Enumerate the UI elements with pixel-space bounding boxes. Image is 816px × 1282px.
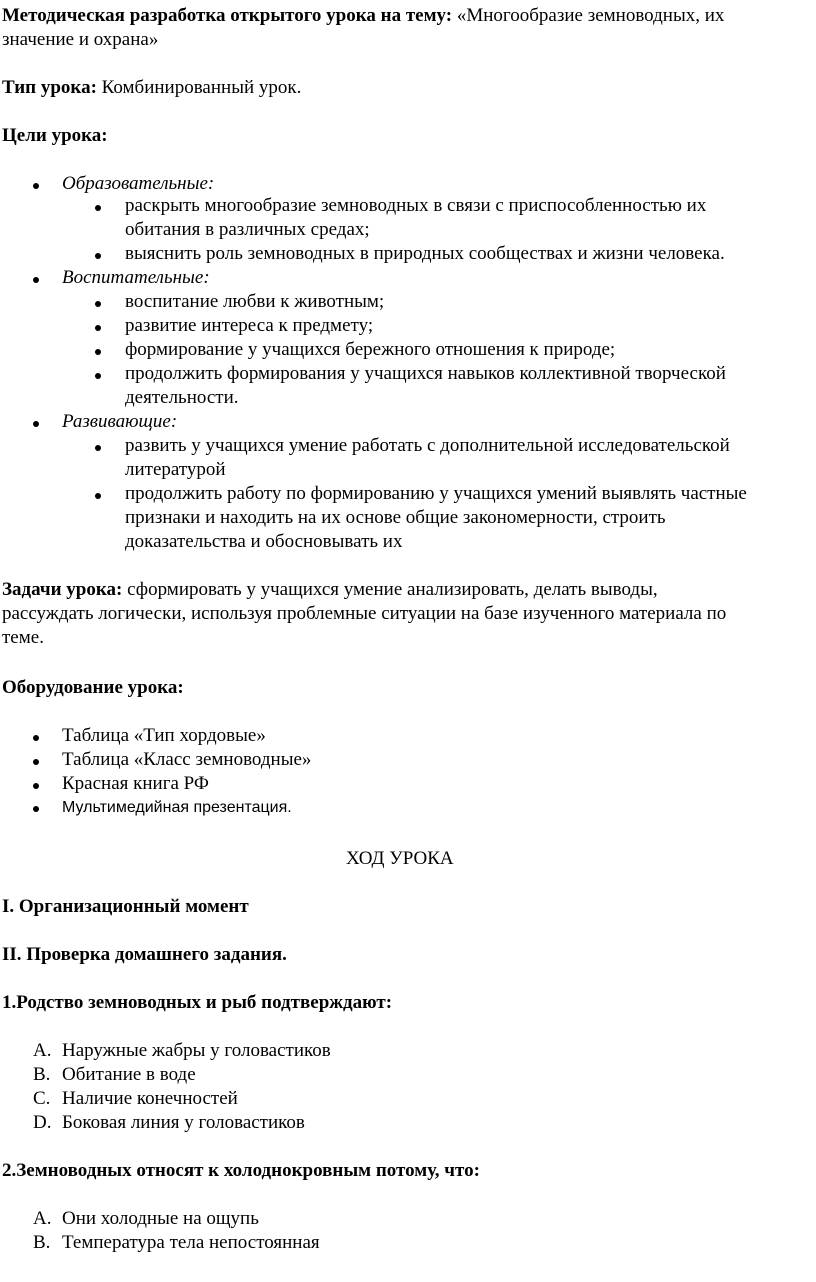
goal-item: признаки и находить на их основе общие закономерности, строить bbox=[125, 507, 666, 528]
bullet-icon bbox=[95, 493, 101, 499]
goal-item: развитие интереса к предмету; bbox=[125, 315, 374, 336]
tasks-label: Задачи урока: bbox=[2, 579, 123, 600]
title-text-line2: значение и охрана» bbox=[2, 29, 159, 50]
tasks-text-line3: теме. bbox=[2, 627, 44, 648]
answer-option-text: Обитание в воде bbox=[62, 1064, 196, 1085]
question-text: 1.Родство земноводных и рыб подтверждают: bbox=[2, 992, 393, 1013]
equipment-item: Таблица «Тип хордовые» bbox=[62, 725, 266, 746]
bullet-icon bbox=[95, 253, 101, 259]
bullet-icon bbox=[95, 445, 101, 451]
lesson-type-label: Тип урока: bbox=[2, 77, 97, 98]
bullet-icon bbox=[33, 806, 39, 812]
bullet-icon bbox=[33, 735, 39, 741]
answer-option-letter: A. bbox=[33, 1040, 52, 1061]
goal-item: раскрыть многообразие земноводных в связи с приспособленностью их bbox=[125, 195, 707, 216]
tasks-text-line2: рассуждать логически, используя проблемные ситуации на базе изученного материала по bbox=[2, 603, 727, 624]
question-text: 2.Земноводных относят к холоднокровным потому, что: bbox=[2, 1160, 480, 1181]
goal-item: выяснить роль земноводных в природных сообществах и жизни человека. bbox=[125, 243, 725, 264]
title-label: Методическая разработка открытого урока на тему: bbox=[2, 5, 453, 26]
answer-option-text: Наличие конечностей bbox=[62, 1088, 238, 1109]
lesson-flow-heading: ХОД УРОКА bbox=[346, 848, 454, 869]
answer-option-letter: D. bbox=[33, 1112, 52, 1133]
bullet-icon bbox=[33, 783, 39, 789]
goal-item: обитания в различных средах; bbox=[125, 219, 370, 240]
answer-option-letter: B. bbox=[33, 1064, 51, 1085]
bullet-icon bbox=[33, 183, 39, 189]
equipment-heading: Оборудование урока: bbox=[2, 677, 184, 698]
goal-item: продолжить работу по формированию у учащихся умений выявлять частные bbox=[125, 483, 747, 504]
lesson-tasks bbox=[2, 578, 658, 602]
bullet-icon bbox=[95, 349, 101, 355]
section-heading: I. Организационный момент bbox=[2, 896, 249, 917]
lesson-type-value: Комбинированный урок. bbox=[96, 77, 302, 98]
goal-item: продолжить формирования у учащихся навыков коллективной творческой bbox=[125, 363, 726, 384]
bullet-icon bbox=[33, 277, 39, 283]
answer-option-text: Боковая линия у головастиков bbox=[62, 1112, 305, 1133]
bullet-icon bbox=[95, 301, 101, 307]
title-text: «Многообразие земноводных, их bbox=[452, 5, 725, 26]
answer-option-letter: A. bbox=[33, 1208, 52, 1229]
equipment-item: Таблица «Класс земноводные» bbox=[62, 749, 312, 770]
goal-category-label: Развивающие: bbox=[62, 411, 178, 432]
goal-item: воспитание любви к животным; bbox=[125, 291, 385, 312]
answer-option-text: Наружные жабры у головастиков bbox=[62, 1040, 331, 1061]
answer-option-letter: C. bbox=[33, 1088, 51, 1109]
answer-option-text: Температура тела непостоянная bbox=[62, 1232, 320, 1253]
bullet-icon bbox=[95, 325, 101, 331]
goal-item: доказательства и обосновывать их bbox=[125, 531, 403, 552]
bullet-icon bbox=[33, 759, 39, 765]
answer-option-text: Они холодные на ощупь bbox=[62, 1208, 259, 1229]
goals-heading: Цели урока: bbox=[2, 125, 108, 146]
lesson-type bbox=[2, 76, 301, 100]
document-title bbox=[2, 4, 724, 28]
answer-option-letter: B. bbox=[33, 1232, 51, 1253]
bullet-icon bbox=[95, 373, 101, 379]
goal-item: литературой bbox=[125, 459, 226, 480]
bullet-icon bbox=[95, 205, 101, 211]
goal-item: деятельности. bbox=[125, 387, 239, 408]
equipment-item: Мультимедийная презентация. bbox=[62, 799, 292, 816]
tasks-text: сформировать у учащихся умение анализировать, делать выводы, bbox=[122, 579, 658, 600]
goal-category-label: Образовательные: bbox=[62, 173, 215, 194]
equipment-item: Красная книга РФ bbox=[62, 773, 209, 794]
goal-item: развить у учащихся умение работать с дополнительной исследовательской bbox=[125, 435, 730, 456]
goal-category-label: Воспитательные: bbox=[62, 267, 210, 288]
goal-item: формирование у учащихся бережного отношения к природе; bbox=[125, 339, 616, 360]
bullet-icon bbox=[33, 421, 39, 427]
section-heading: II. Проверка домашнего задания. bbox=[2, 944, 287, 965]
